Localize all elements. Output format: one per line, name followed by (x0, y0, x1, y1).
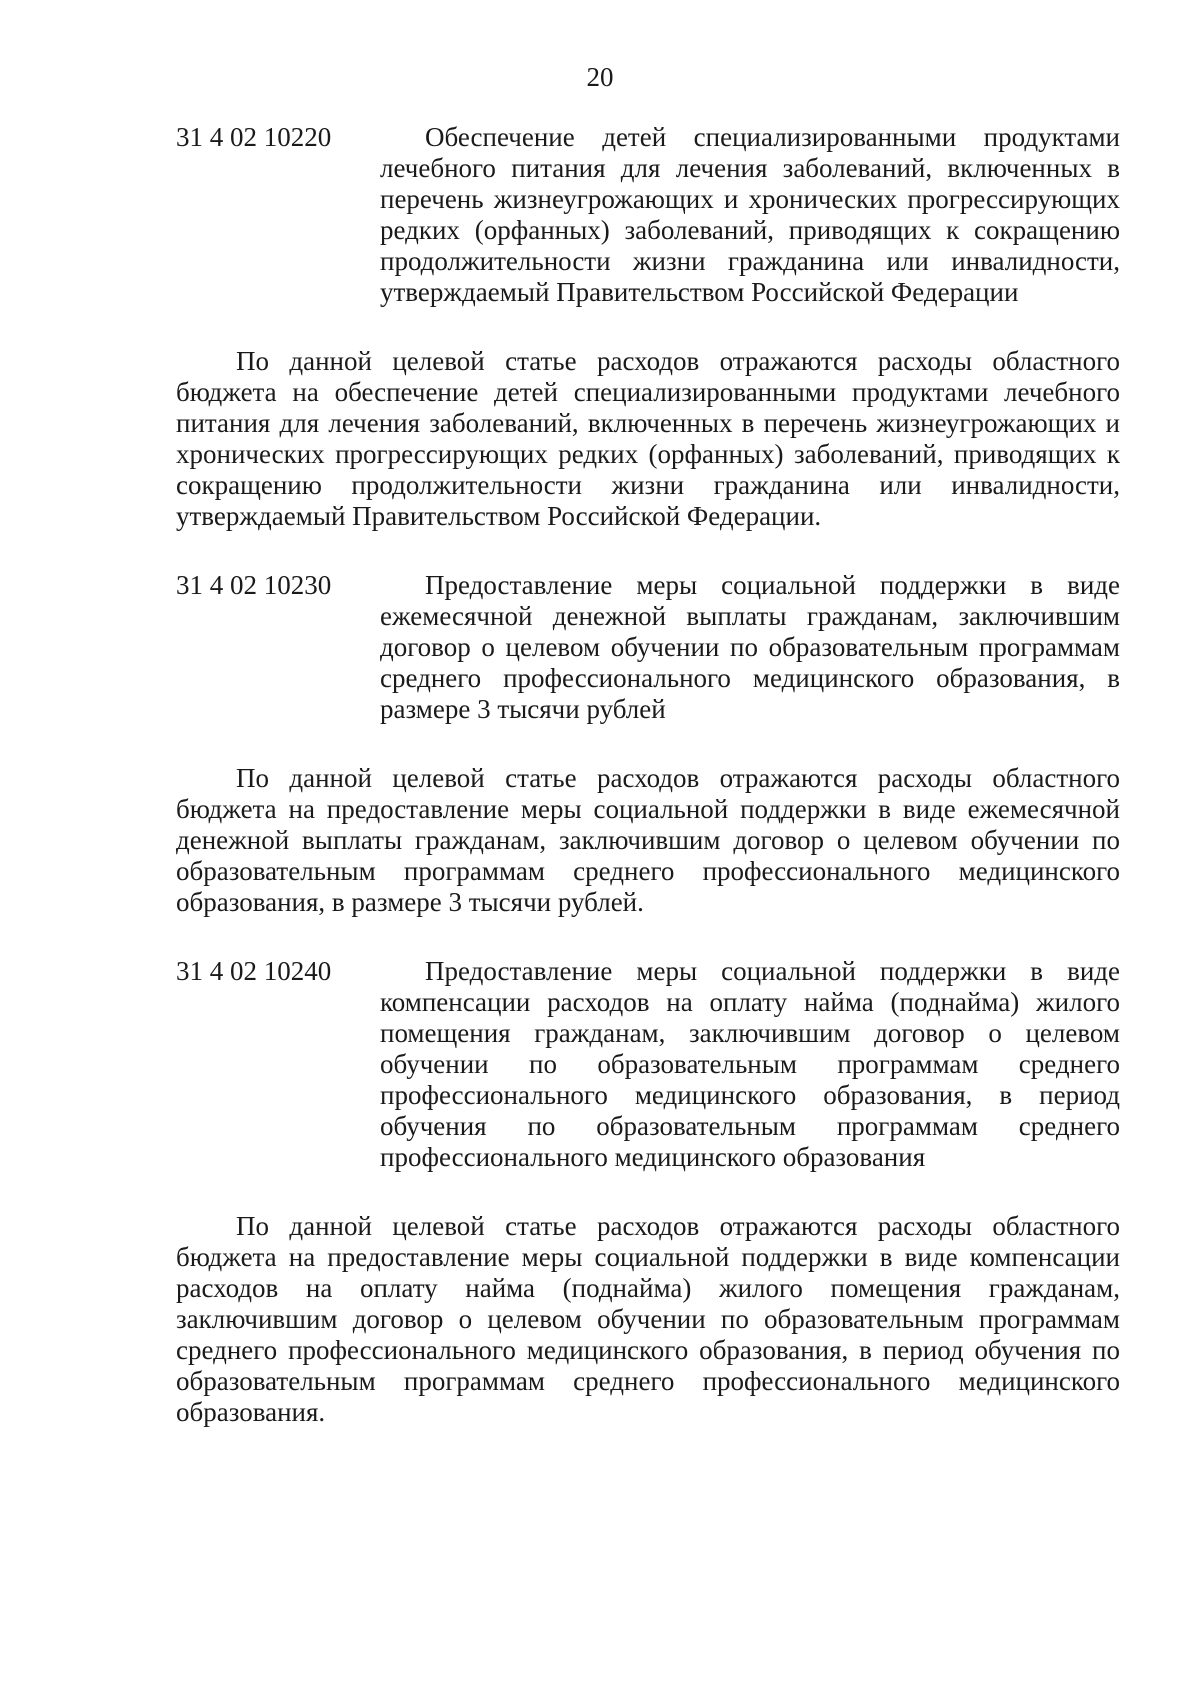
entry-description: По данной целевой статье расходов отражаются расходы областного бюджета на предоставление меры социальной поддержки в виде ежемесячной денежной выплаты гражданам, заключившим договор о целевом обучении по образовательным программам среднего профессионального медицинского образования, в размере 3 тысячи рублей. (176, 763, 1120, 917)
entry-code: 31 4 02 10240 (176, 956, 332, 986)
entry-code: 31 4 02 10230 (176, 570, 332, 600)
budget-entry (176, 570, 1120, 725)
budget-entry (176, 956, 1120, 1173)
budget-entry (176, 122, 1120, 308)
page-number: 20 (586, 62, 614, 92)
entry-title: Обеспечение детей специализированными продуктами лечебного питания для лечения заболеваний, включенных в перечень жизнеугрожающих и хронических прогрессирующих редких (орфанных) заболеваний, приводящих к сокращению продолжительности жизни гражданина или инвалидности, утверждаемый Правительством Российской Федерации (380, 122, 1120, 307)
entry-title: Предоставление меры социальной поддержки в виде ежемесячной денежной выплаты гражданам, заключившим договор о целевом обучении по образовательным программам среднего профессионального медицинского образования, в размере 3 тысячи рублей (380, 570, 1120, 724)
entry-code: 31 4 02 10220 (176, 122, 332, 152)
entry-title: Предоставление меры социальной поддержки в виде компенсации расходов на оплату найма (поднайма) жилого помещения гражданам, заключившим договор о целевом обучении по образовательным программам среднего профессионального медицинского образования, в период обучения по образовательным программам среднего профессионального медицинского образования (380, 956, 1120, 1172)
document-body (176, 122, 1120, 1428)
entry-description: По данной целевой статье расходов отражаются расходы областного бюджета на предоставление меры социальной поддержки в виде компенсации расходов на оплату найма (поднайма) жилого помещения гражданам, заключившим договор о целевом обучении по образовательным программам среднего профессионального медицинского образования, в период обучения по образовательным программам среднего профессионального медицинского образования. (176, 1211, 1120, 1427)
entry-description: По данной целевой статье расходов отражаются расходы областного бюджета на обеспечение детей специализированными продуктами лечебного питания для лечения заболеваний, включенных в перечень жизнеугрожающих и хронических прогрессирующих редких (орфанных) заболеваний, приводящих к сокращению продолжительности жизни гражданина или инвалидности, утверждаемый Правительством Российской Федерации. (176, 346, 1120, 531)
